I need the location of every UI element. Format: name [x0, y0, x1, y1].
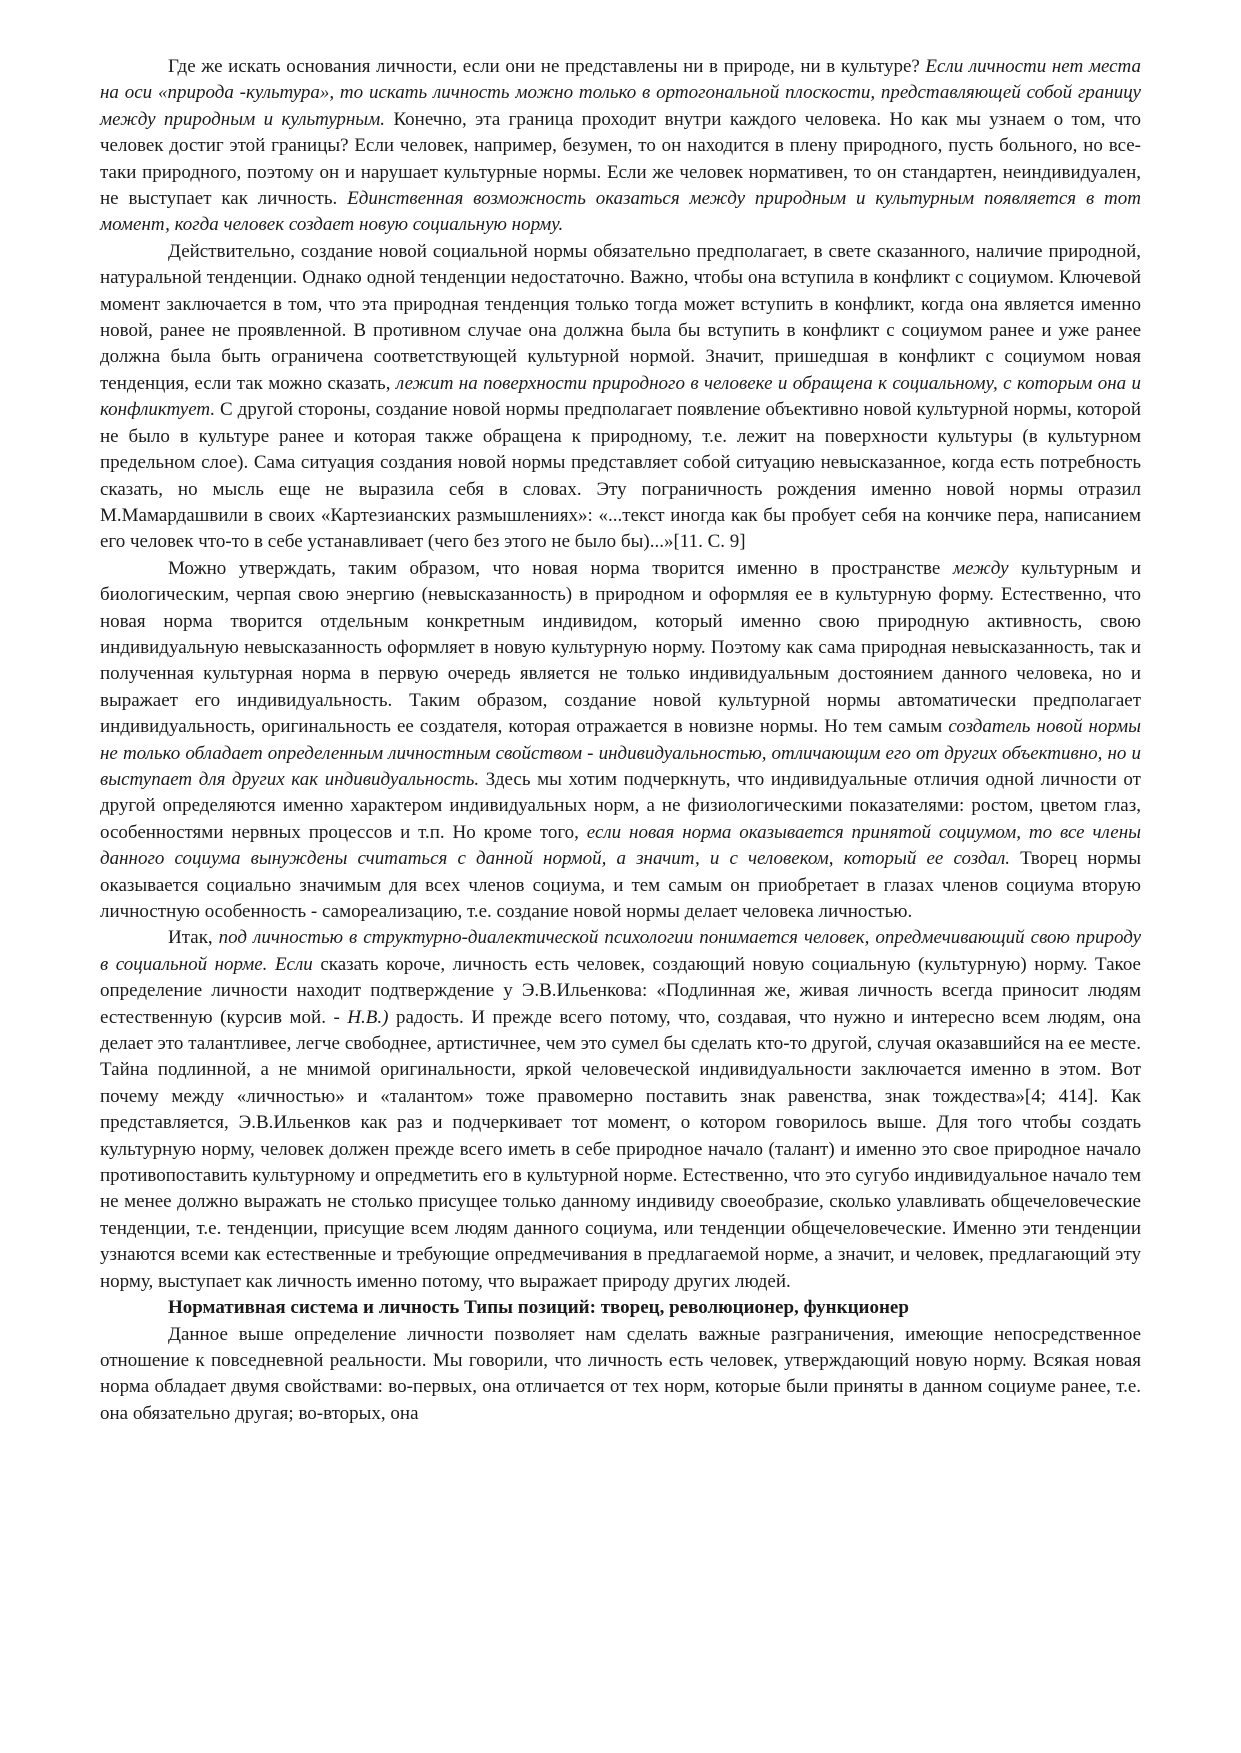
text-segment: Действительно, создание новой социальной нормы обязательно предполагает, в свете сказанного, наличие природной, натуральной тенденции. Однако одной тенденции недостаточно. Важно, чтобы она вступила в конфликт с социумом. Ключевой момент заключается в том, что эта природная тенденция только тогда может вступить в конфликт, когда она является именно новой, ранее не проявленной. В противном случае она должна была бы вступить в конфликт с социумом ранее и уже ранее должна была быть ограничена соответствующей культурной нормой. Значит, пришедшая в конфликт с социумом новая тенденция, если так можно сказать,	[100, 240, 1141, 394]
italic-segment: если новая норма оказывается принятой социумом, то все члены данного социума вынуждены считаться с данной нормой, а значит, и с человеком, который ее создал.	[100, 821, 1141, 870]
italic-segment: Н.В.)	[347, 1006, 389, 1028]
text-segment: С другой стороны, создание новой нормы предполагает появление объективно новой культурной нормы, которой не было в культуре ранее и которая также обращена к природному, т.е. лежит на поверхности культуры (в культурном предельном слое). Сама ситуация создания новой нормы представляет собой ситуацию невысказанное, когда есть потребность сказать, но мысль еще не выразила себя в словах. Эту пограничность рождения именно новой нормы отразил М.Мамардашвили в своих «Картезианских размышлениях»: «...текст иногда как бы пробует себя на кончике пера, написанием его человек что-то в себе устанавливает (чего без этого не было бы)...»[11. С. 9]	[100, 399, 1141, 553]
italic-segment: под личностью в структурно-диалектической психологии понимается человек, опредмечивающий свою природу в социальной норме. Если	[100, 927, 1141, 975]
section-heading: Нормативная система и личность Типы позиций: творец, революционер, функционер	[168, 1297, 909, 1319]
text-segment: Здесь мы хотим подчеркнуть, что индивидуальные отличия одной личности от другой определяются именно характером индивидуальных норм, а не физиологическими показателями: ростом, цветом глаз, особенностями нервных процессов и т.п. Но кроме того,	[100, 768, 1141, 843]
paragraph-personality-definition	[100, 925, 1141, 1295]
text-segment: сказать короче, личность есть человек, создающий новую социальную (культурную) норму. Такое определение личности находит подтверждение у Э.В.Ильенкова: «Подлинная же, живая личность всегда приносит людям естественную (курсив мой. -	[100, 953, 1141, 1028]
paragraph-distinctions: Данное выше определение личности позволяет нам сделать важные разграничения, имеющие непосредственное отношение к повседневной реальности. Мы говорили, что личность есть человек, утверждающий новую норму. Всякая новая норма обладает двумя свойствами: во-первых, она отличается от тех норм, которые были приняты в данном социуме ранее, т.е. она обязательно другая; во-вторых, она	[100, 1323, 1141, 1424]
italic-segment: между	[952, 557, 1009, 579]
text-segment: Можно утверждать, таким образом, что новая норма творится именно в пространстве	[168, 557, 953, 579]
text-segment: Творец нормы оказывается социально значимым для всех членов социума, и тем самым он приобретает в глазах членов социума вторую личностную особенность - самореализацию, т.е. создание новой нормы делает человека личностью.	[100, 848, 1141, 922]
italic-segment: Если личности нет места на оси «природа -культура», то искать личность можно только в ортогональной плоскости, представляющей собой границу между природным и культурным.	[100, 56, 1142, 130]
italic-segment: лежит на поверхности природного в человеке и обращена к социальному, с которым она и конфликтует.	[100, 372, 1141, 421]
text-segment: Где же искать основания личности, если они не представлены ни в природе, ни в культуре?	[168, 56, 926, 77]
text-segment: Итак,	[168, 927, 219, 949]
italic-segment: Единственная возможность оказаться между природным и культурным появляется в тот момент, когда человек создает новую социальную норму.	[100, 188, 1141, 236]
paragraph-new-social-norm	[100, 239, 1141, 556]
italic-segment: создатель новой нормы не только обладает определенным личностным свойством - индивидуальностью, отличающим его от других объективно, но и выступает для других как индивидуальность.	[100, 716, 1141, 790]
text-segment: Конечно, эта граница проходит внутри каждого человека. Но как мы узнаем о том, что человек достиг этой границы? Если человек, например, безумен, то он находится в плену природного, пусть больного, но все-таки природного, поэтому он и нарушает культурные нормы. Если же человек нормативен, то он стандартен, неиндивидуален, не выступает как личность.	[100, 108, 1141, 210]
text-segment: радость. И прежде всего потому, что, создавая, что нужно и интересно всем людям, она делает это талантливее, легче свободнее, артистичнее, чем это сумел бы сделать кто-то другой, случая оказавшийся на ее месте. Тайна подлинной, а не мнимой оригинальности, яркой человеческой индивидуальности заключается именно в этом. Вот почему между «личностью» и «талантом» тоже правомерно поставить знак равенства, знак тождества»[4; 414]. Как представляется, Э.В.Ильенков как раз и подчеркивает тот момент, о котором говорилось выше. Для того чтобы создать культурную норму, человек должен прежде всего иметь в себе природное начало (талант) и именно это свое природное начало противопоставить культурному и опредметить его в культурной норме. Естественно, что это сугубо индивидуальное начало тем не менее должно выражать не столько присущее только данному индивиду своеобразие, сколько улавливать общечеловеческие тенденции, т.е. тенденции, присущие всем людям данного социума, или тенденции общечеловеческие. Именно эти тенденции узнаются всеми как естественные и требующие опредмечивания в предлагаемой норме, а значит, и человек, предлагающий эту норму, выступает как личность именно потому, что выражает природу других людей.	[100, 1006, 1141, 1292]
paragraph-origins-of-personality	[100, 54, 1141, 239]
text-segment: культурным и биологическим, черпая свою энергию (невысказанность) в природном и оформляя ее в культурную форму. Естественно, что новая норма творится отдельным конкретным индивидом, который именно свою природную активность, свою индивидуальную невысказанность оформляет в новую культурную норму. Поэтому как сама природная невысказанность, так и полученная культурная норма в первую очередь является не только индивидуальным достоянием данного человека, но и выражает его индивидуальность. Таким образом, создание новой культурной нормы автоматически предполагает индивидуальность, оригинальность ее создателя, которая отражается в новизне нормы. Но тем самым	[100, 557, 1141, 738]
paragraph-norm-between-cultural-biological	[100, 556, 1141, 926]
